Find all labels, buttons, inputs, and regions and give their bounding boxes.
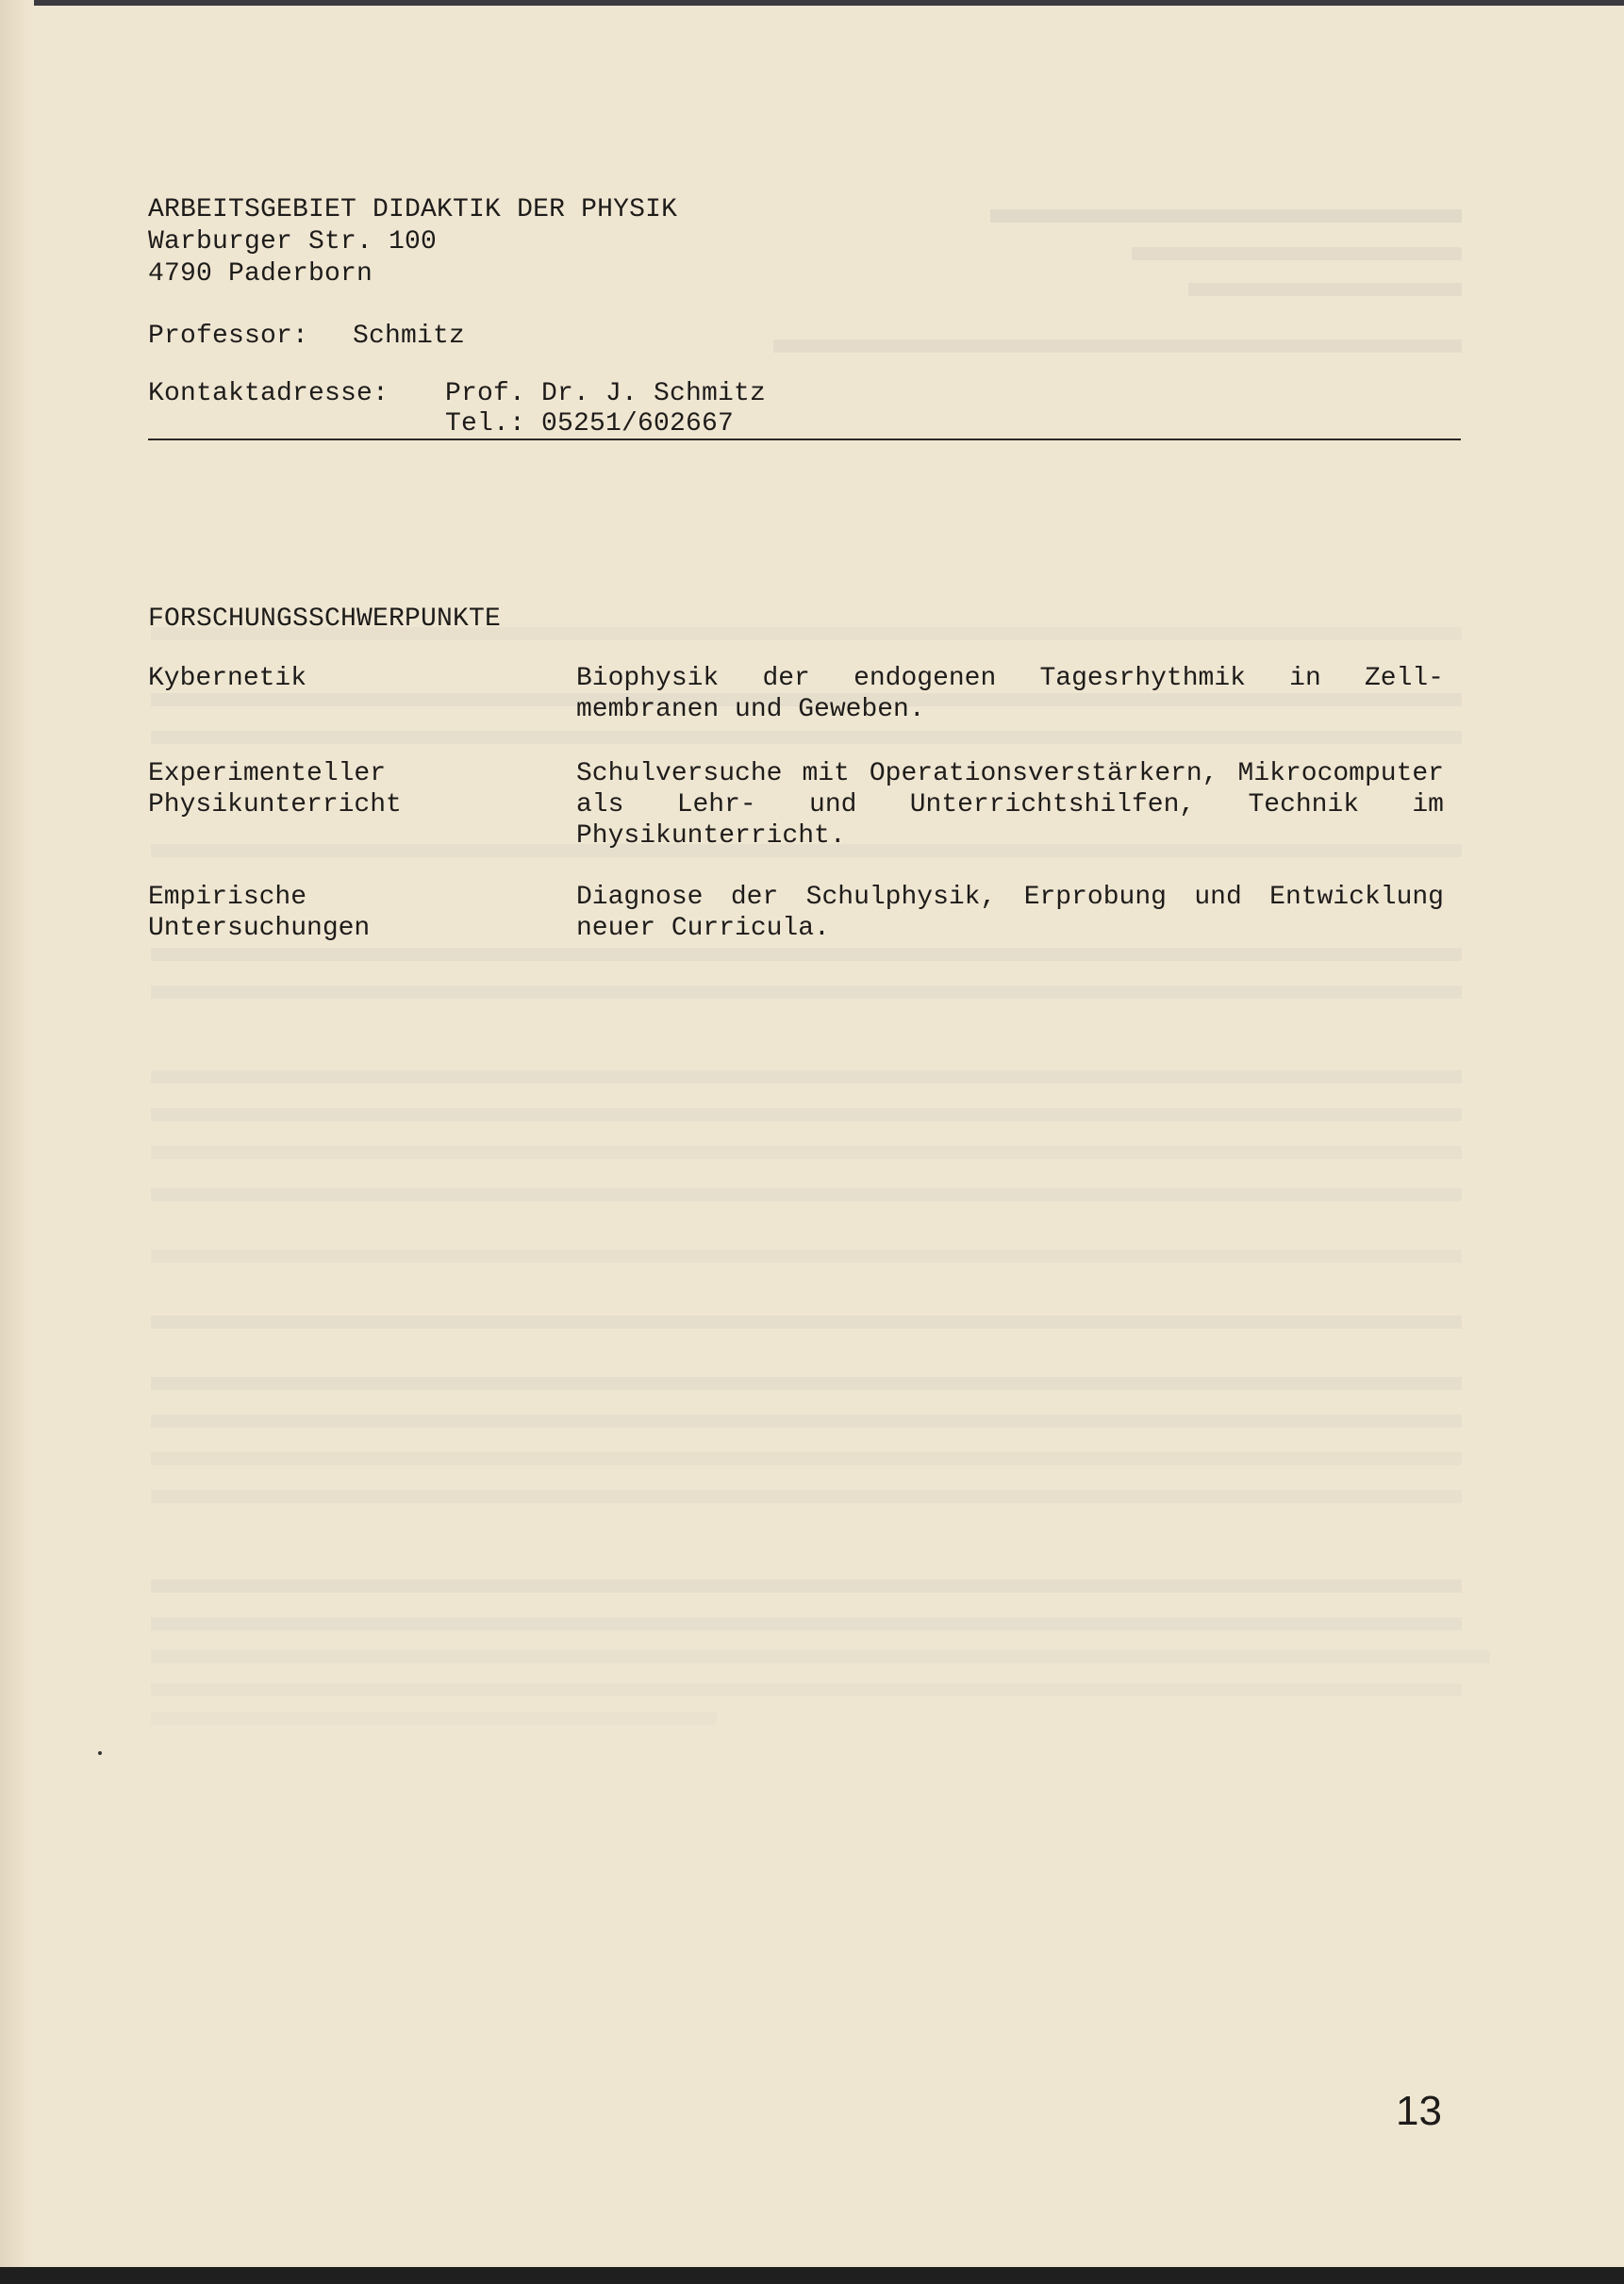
professor-value: Schmitz: [353, 322, 466, 351]
description-text: Biophysik der endogenen Tagesrhythmik in Zell-membranen und Geweben.: [576, 664, 1444, 724]
research-topic: Experimenteller Physikunterricht: [148, 759, 402, 819]
section-title: FORSCHUNGSSCHWERPUNKTE: [148, 604, 502, 634]
research-description: [576, 882, 1444, 944]
page-number: 13: [1396, 2088, 1442, 2134]
contact-phone: Tel.: 05251/602667: [445, 409, 735, 439]
contact-name: Prof. Dr. J. Schmitz: [445, 379, 767, 408]
research-topic: Kybernetik: [148, 664, 307, 693]
description-text: Schulversuche mit Operationsverstärkern, Mikrocomputer als Lehr- und Unterrichtshilfen, Technik im Physikunterricht.: [576, 759, 1444, 851]
header-divider: [148, 439, 1461, 440]
research-topic: Empirische Untersuchungen: [148, 883, 371, 943]
research-description: [576, 663, 1444, 725]
binding-shadow: [0, 0, 34, 2267]
speck-mark: [98, 1751, 102, 1755]
city-address: 4790 Paderborn: [148, 259, 373, 289]
contact-label: Kontaktadresse:: [148, 379, 389, 408]
page-top-edge: [0, 0, 1624, 6]
department-title: ARBEITSGEBIET DIDAKTIK DER PHYSIK: [148, 195, 678, 224]
professor-label: Professor:: [148, 322, 309, 351]
research-description: [576, 758, 1444, 852]
description-text: Diagnose der Schulphysik, Erprobung und Entwicklung neuer Curricula.: [576, 883, 1444, 943]
page-bottom-edge: [0, 2267, 1624, 2284]
street-address: Warburger Str. 100: [148, 227, 438, 257]
